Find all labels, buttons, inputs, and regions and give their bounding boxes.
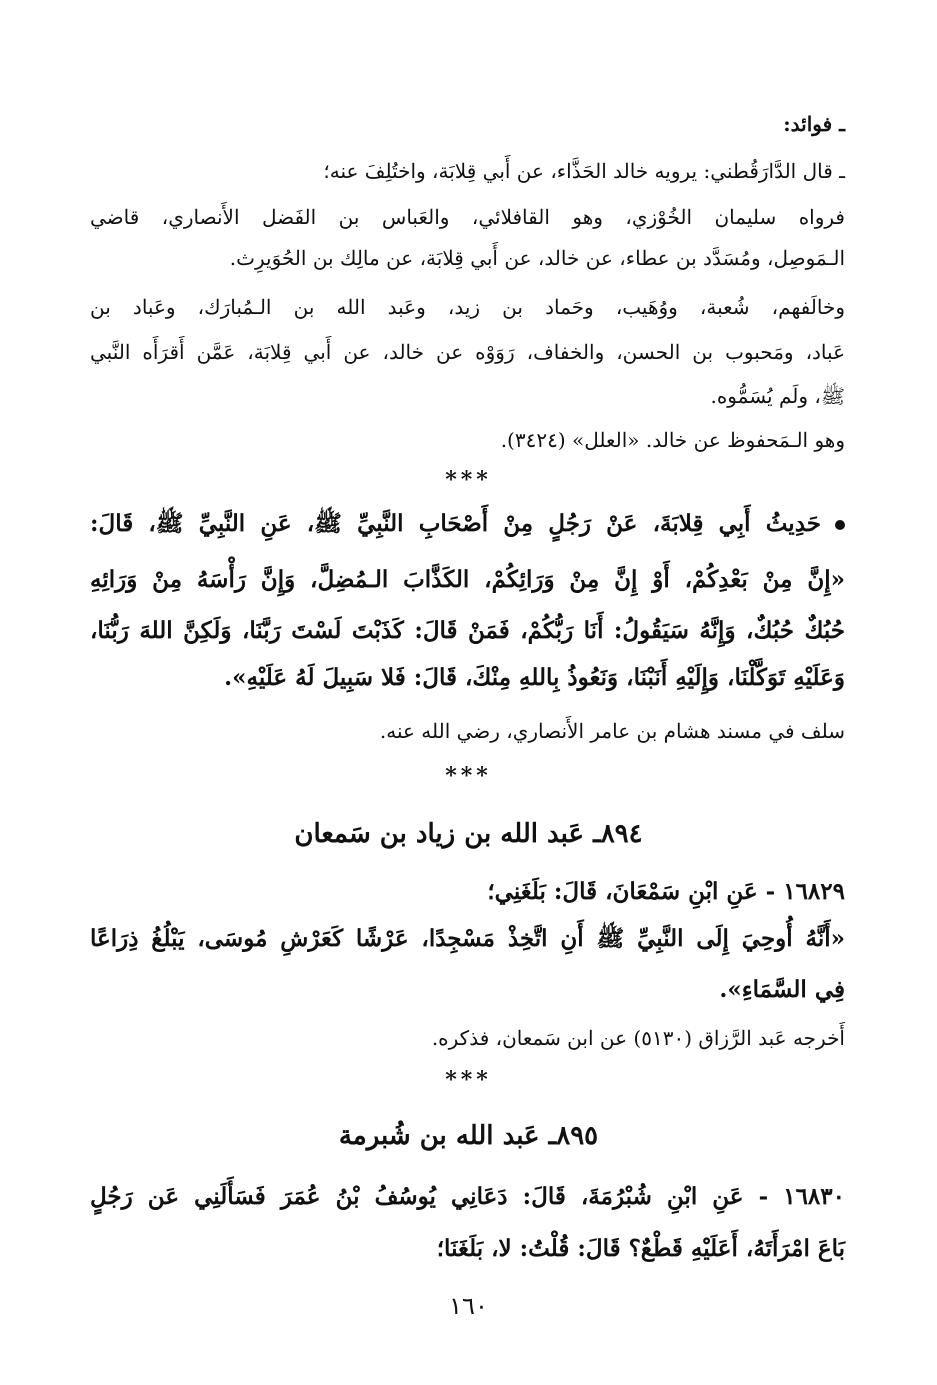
hadith-2-line-3: فِي السَّمَاءِ». [719,976,845,1003]
separator-stars: *** [445,1067,492,1093]
hadith-1-line-3: حُبُكٌ حُبُكٌ، وَإِنَّهُ سَيَقُولُ: أَنَا رَبُّكُمْ، فَمَنْ قَالَ: كَذَبْتَ لَسْتَ رَبَّنَا، وَلَكِنَّ اللهَ رَبُّنَا، [90,617,845,644]
hadith-3-line-1: ١٦٨٣٠ - عَنِ ابْنِ شُبْرُمَةَ، قَالَ: دَعَانِي يُوسُفُ بْنُ عُمَرَ فَسَأَلَنِي عَن رَجُلٍ [90,1183,845,1210]
hadith-1-note: سلف في مسند هشام بن عامر الأَنصاري، رضي الله عنه. [379,719,845,743]
chapter-heading-895: ٨٩٥ـ عَبد الله بن شُبرمة [338,1121,599,1151]
fawaid-line-5: عَباد، ومَحبوب بن الحسن، والخفاف، رَوَوْه عن خالد، عن أَبي قِلابَة، عَمَّن أَقرَأَه النَّبي [90,340,845,364]
hadith-2-note: أَخرجه عَبد الرَّزاق (٥١٣٠) عن ابن سَمعان، فذكره. [431,1026,845,1050]
page-number: ١٦٠ [449,1292,488,1320]
hadith-3-line-2: بَاعَ امْرَأَتَهُ، أَعَلَيْهِ قَطْعٌ؟ قَالَ: قُلْتُ: لا، بَلَغَنَا؛ [436,1235,845,1262]
separator-stars: *** [445,467,492,493]
hadith-2-line-1: ١٦٨٢٩ - عَنِ ابْنِ سَمْعَانَ، قَالَ: بَلَغَنِي؛ [487,878,845,905]
hadith-1-line-2: «إِنَّ مِنْ بَعْدِكُمْ، أَوْ إِنَّ مِنْ وَرَائِكُمْ، الكَذَّابَ الـمُضِلَّ، وَإِنَّ رَأْسَهُ مِنْ وَرَائِهِ [90,566,845,593]
hadith-2-line-2: «أَنَّهُ أُوحِيَ إِلَى النَّبِيِّ ﷺ أَنِ اتَّخِذْ مَسْجِدًا، عَرْشًا كَعَرْشِ مُوسَى، يَبْلُغُ ذِرَاعًا [90,925,845,952]
fawaid-line-6: ﷺ، ولَم يُسَمُّوه. [710,384,845,408]
fawaid-line-1: ـ قال الدَّارَقُطني: يرويه خالد الحَذَّاء، عن أَبي قِلابَة، واختُلِفَ عنه؛ [323,159,845,183]
separator-stars: *** [445,763,492,789]
hadith-1-line-4: وَعَلَيْهِ تَوَكَّلْنَا، وَإِلَيْهِ أَنَبْنَا، وَنَعُوذُ بِاللهِ مِنْكَ، قَالَ: فَلا سَبِيلَ لَهُ عَلَيْهِ». [224,664,845,691]
fawaid-line-4: وخالَفهم، شُعبة، ووُهَيب، وحَماد بن زيد، وعَبد الله بن الـمُبارَك، وعَباد بن [90,295,845,319]
fawaid-line-7: وهو الـمَحفوظ عن خالد. «العلل» (٣٤٢٤). [500,428,845,452]
fawaid-line-2: فرواه سليمان الخُوْزي، وهو القافلائي، والعَباس بن الفَضل الأَنصاري، قاضي [90,205,845,229]
hadith-1-line-1: حَدِيثُ أَبِي قِلابَةَ، عَنْ رَجُلٍ مِنْ أَصْحَابِ النَّبِيِّ ﷺ، عَنِ النَّبِيِّ ﷺ، قَالَ: [90,510,845,538]
section-label: ـ فوائد: [783,112,845,136]
fawaid-line-3: الـمَوصِل، ومُسَدَّد بن عطاء، عن خالد، عن أَبي قِلابَة، عن مالِك بن الحُوَيرِث. [229,246,845,270]
bullet-icon [835,520,845,530]
chapter-heading-894: ٨٩٤ـ عَبد الله بن زياد بن سَمعان [294,819,643,849]
